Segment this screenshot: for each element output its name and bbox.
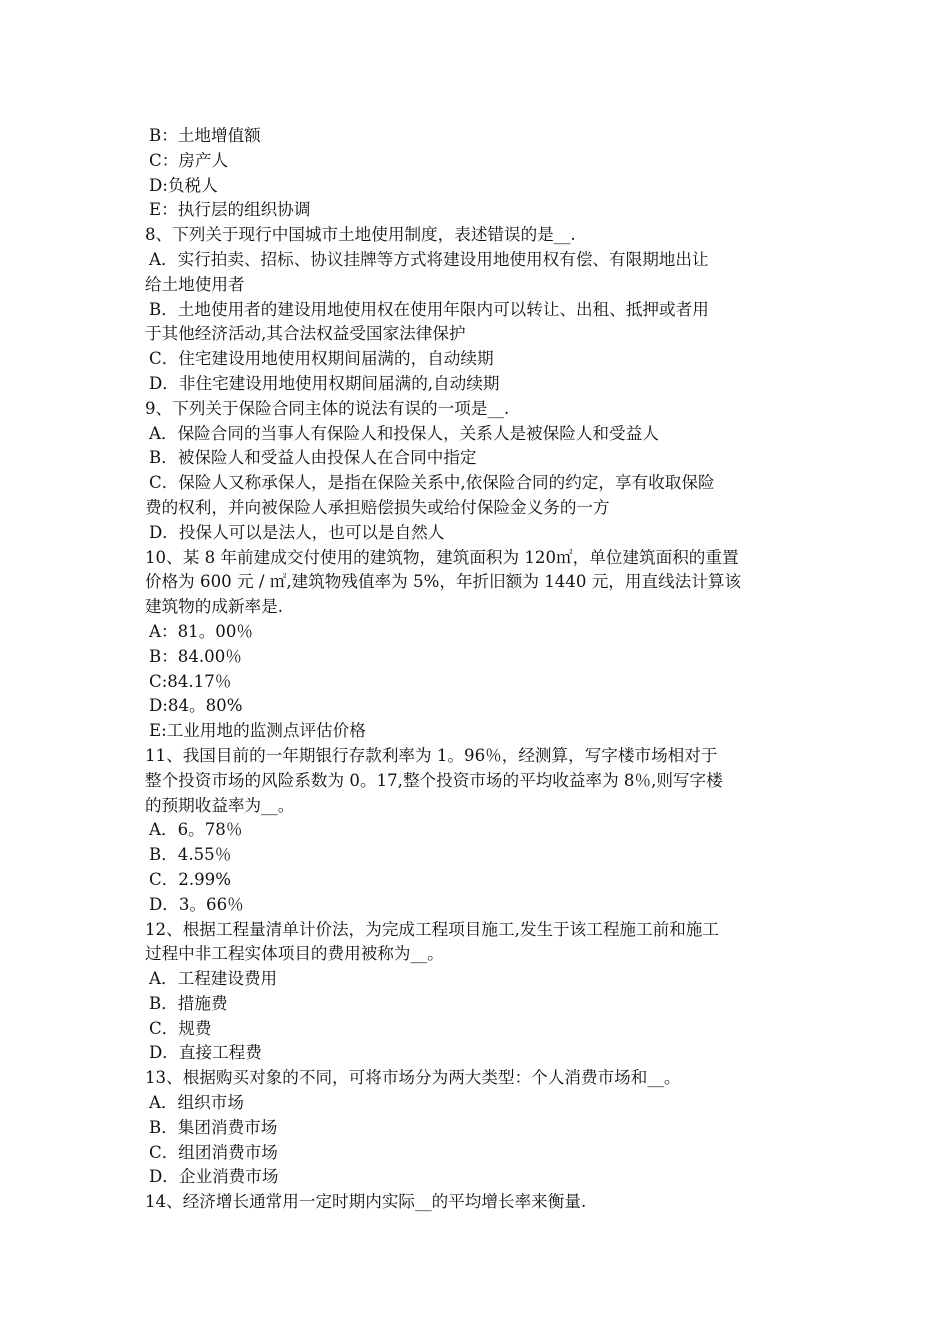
question-line: 13、根据购买对象的不同，可将市场分为两大类型：个人消费市场和__。 [145,1068,681,1088]
text-line: C．规费 [149,1018,212,1038]
question-line: 9、下列关于保险合同主体的说法有误的一项是__. [145,398,510,418]
text-line: A：81。00％ [149,621,253,641]
text-line: D．非住宅建设用地使用权期间届满的,自动续期 [149,373,500,393]
text-line: C．保险人又称承保人，是指在保险关系中,依保险合同的约定，享有收取保险 [149,473,715,493]
text-line: B．土地使用者的建设用地使用权在使用年限内可以转让、出租、抵押或者用 [149,299,709,319]
text-line: B．集团消费市场 [149,1117,278,1137]
text-line: C:84.17％ [149,671,232,691]
text-line: A．工程建设费用 [149,969,278,989]
question-line: 11、我国目前的一年期银行存款利率为 1。96％，经测算，写字楼市场相对于 [145,745,718,765]
text-line: C．住宅建设用地使用权期间届满的，自动续期 [149,349,494,369]
text-line: D．企业消费市场 [149,1167,279,1187]
text-line: C．2.99% [149,869,232,889]
text-line: C．组团消费市场 [149,1142,278,1162]
text-line: B．被保险人和受益人由投保人在合同中指定 [149,448,477,468]
text-line: 给土地使用者 [145,274,245,294]
text-line: 整个投资市场的风险系数为 0。17,整个投资市场的平均收益率为 8％,则写字楼 [145,770,723,790]
text-line: 费的权利，并向被保险人承担赔偿损失或给付保险金义务的一方 [145,497,610,517]
text-line: 价格为 600 元 / ㎡,建筑物残值率为 5%，年折旧额为 1440 元，用直线法计算该 [145,572,742,592]
text-line: B．4.55％ [149,845,232,865]
text-line: B．措施费 [149,993,228,1013]
text-line: 过程中非工程实体项目的费用被称为__。 [145,944,444,964]
text-line: E:工业用地的监测点评估价格 [149,721,366,741]
text-line: 建筑物的成新率是. [145,597,284,617]
question-line: 8、下列关于现行中国城市土地使用制度，表述错误的是__. [145,225,576,245]
text-line: D:负税人 [149,175,218,195]
text-line: A．组织市场 [149,1093,244,1113]
question-line: 10、某 8 年前建成交付使用的建筑物，建筑面积为 120㎡，单位建筑面积的重置 [145,547,739,567]
text-line: C：房产人 [149,150,229,170]
question-line: 12、根据工程量清单计价法，为完成工程项目施工,发生于该工程施工前和施工 [145,919,719,939]
document-page [145,124,810,1215]
text-line: B：土地增值额 [149,126,261,145]
text-line: B：84.00％ [149,646,242,666]
text-line: D．3。66％ [149,894,244,914]
text-line: 的预期收益率为__。 [145,795,295,815]
text-line: E：执行层的组织协调 [149,200,311,220]
text-line: D:84。80% [149,696,243,716]
text-line: A．实行拍卖、招标、协议挂牌等方式将建设用地使用权有偿、有限期地出让 [149,249,709,269]
text-line: A．6。78％ [149,820,243,840]
text-line: D．投保人可以是法人，也可以是自然人 [149,522,445,542]
question-line: 14、经济增长通常用一定时期内实际__的平均增长率来衡量. [145,1192,587,1212]
text-line: D．直接工程费 [149,1043,262,1063]
text-line: 于其他经济活动,其合法权益受国家法律保护 [145,324,466,344]
text-line: A．保险合同的当事人有保险人和投保人，关系人是被保险人和受益人 [149,423,659,443]
